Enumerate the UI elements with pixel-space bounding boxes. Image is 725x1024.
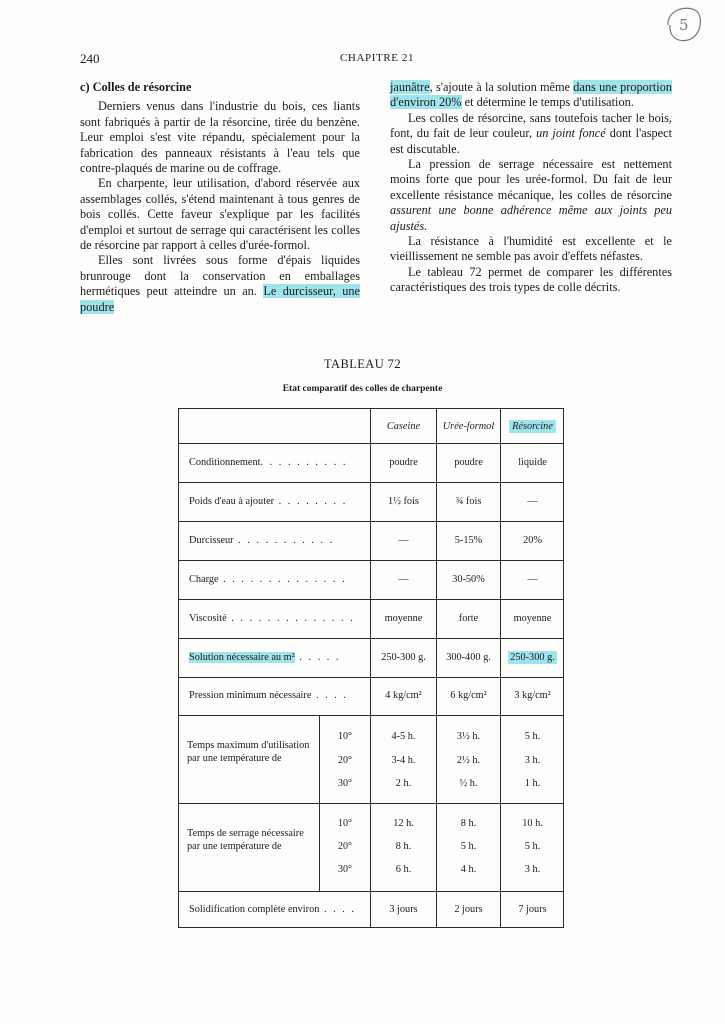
table-cell: 5 h. xyxy=(460,841,477,852)
table-cell: poudre xyxy=(454,457,483,468)
highlighted-text: jaunâtre xyxy=(390,80,430,94)
table-cell: 8 h. xyxy=(395,841,412,852)
leader-dots: . . . . . . . . . . . . . . xyxy=(226,613,355,624)
row-label-text: Solidification complète environ xyxy=(189,904,320,915)
table-cell: ¾ fois xyxy=(455,496,482,507)
paragraph-text: Elles sont livrées sous forme d'épais liquides brunrouge dont la conservation en emballages hermétiques peut atteindre un an. xyxy=(80,253,360,299)
paragraph-text: , s'ajoute à la solution même xyxy=(429,80,574,94)
table-cell: 5-15% xyxy=(454,535,483,546)
paragraph xyxy=(390,80,672,111)
leader-dots: . . . . . xyxy=(294,652,341,663)
paragraph-text: dont l'aspect est discutable. xyxy=(390,126,672,156)
handwritten-circle-mark xyxy=(662,3,706,45)
temperature-label: 10° xyxy=(338,731,352,742)
row-label xyxy=(189,652,341,663)
paragraph xyxy=(390,111,672,157)
text-column-right xyxy=(390,80,672,296)
table-cell: 3½ h. xyxy=(456,731,481,742)
row-label xyxy=(189,535,334,546)
temperature-label: 20° xyxy=(338,755,352,766)
table-cell: 2½ h. xyxy=(456,755,481,766)
table-cell: poudre xyxy=(389,457,418,468)
paragraph: Derniers venus dans l'industrie du bois, ces liants sont fabriqués à partir de la résorcine, tirée du benzène. Leur emploi s'est vite répandu, spécialement pour la fabrication des panneaux résistants à l'eau tels que contre-plaqués de marine ou de coffrage. xyxy=(80,99,360,176)
temperature-label: 10° xyxy=(338,818,352,829)
table-cell: 300-400 g. xyxy=(446,652,491,663)
row-label xyxy=(189,457,347,468)
row-label-text: Pression minimum nécessaire xyxy=(189,690,312,701)
row-label-text: Viscosité xyxy=(189,613,227,624)
table-cell: — xyxy=(398,535,409,546)
text-column-left xyxy=(80,80,360,315)
table-cell: 2 h. xyxy=(395,778,412,789)
highlighted-text: Le durcisseur, une poudre xyxy=(80,284,361,314)
table-cell: 1½ fois xyxy=(388,496,419,507)
paragraph: La résistance à l'humidité est excellente et le vieillissement ne semble pas avoir d'effets néfastes. xyxy=(390,234,672,264)
table-caption: TABLEAU 72 xyxy=(324,357,401,371)
leader-dots: . . . . . . . . . . . xyxy=(233,535,335,546)
table-cell: 5 h. xyxy=(524,731,541,742)
leader-dots: . . . . . . . . xyxy=(274,496,348,507)
table-rule xyxy=(178,677,564,678)
table-cell: 8 h. xyxy=(460,818,477,829)
highlighted-text: dans une proportion d'environ 20% xyxy=(390,80,673,110)
group-label: Temps maximum d'utilisation par une température de xyxy=(187,740,310,764)
highlighted-text: Résorcine xyxy=(509,420,556,433)
leader-dots: . . . . xyxy=(319,904,356,915)
temperature-label: 30° xyxy=(338,864,352,875)
row-label xyxy=(189,690,348,701)
table-cell: 3 h. xyxy=(524,755,541,766)
table-cell: 5 h. xyxy=(524,841,541,852)
highlighted-text: Solution nécessaire au m² xyxy=(189,652,295,663)
table-cell: 3 jours xyxy=(389,904,418,915)
group-label: Temps de serrage nécessaire par une température de xyxy=(187,828,304,852)
table-cell: ½ h. xyxy=(459,778,478,789)
temperature-label: 20° xyxy=(338,841,352,852)
table-cell: 3-4 h. xyxy=(391,755,416,766)
table-cell: liquide xyxy=(518,457,547,468)
table-cell: 4-5 h. xyxy=(391,731,416,742)
table-cell: 30-50% xyxy=(452,574,485,585)
table-cell: 12 h. xyxy=(393,818,414,829)
page-number: 240 xyxy=(80,51,100,66)
table-cell xyxy=(501,652,564,663)
table-rule xyxy=(178,521,564,522)
table-cell: forte xyxy=(458,613,479,624)
table-subtitle: Etat comparatif des colles de charpente xyxy=(282,384,443,394)
table-rule xyxy=(178,715,564,716)
table-cell: 7 jours xyxy=(518,904,547,915)
table-rule xyxy=(178,803,564,804)
paragraph: Le tableau 72 permet de comparer les différentes caractéristiques des trois types de colle décrits. xyxy=(390,264,672,295)
leader-dots: . . . . . . . . . . . . . . xyxy=(218,574,347,585)
table-rule xyxy=(178,638,564,639)
table-cell: — xyxy=(398,574,409,585)
table-cell: 3 kg/cm² xyxy=(514,690,551,701)
table-rule xyxy=(178,443,564,444)
table-cell: 4 kg/cm² xyxy=(385,690,422,701)
table-cell: 1 h. xyxy=(524,778,541,789)
table-cell: 20% xyxy=(523,535,542,546)
table-cell: — xyxy=(527,496,538,507)
highlighted-text: 250-300 g. xyxy=(510,652,555,663)
table-rule xyxy=(178,482,564,483)
column-header: Caseine xyxy=(386,421,421,432)
column-header xyxy=(501,421,564,432)
leader-dots: . . . . . . . . . . xyxy=(260,457,348,468)
row-label-text: Charge xyxy=(189,574,219,585)
leader-dots: . . . . xyxy=(311,690,348,701)
row-label xyxy=(189,496,347,507)
temperature-label: 30° xyxy=(338,778,352,789)
paragraph-text: et détermine le temps d'utilisation. xyxy=(461,95,634,110)
table-cell: 4 h. xyxy=(460,864,477,875)
row-label xyxy=(189,613,355,624)
table-cell: 250-300 g. xyxy=(381,652,426,663)
column-header: Urée-formol xyxy=(442,421,495,432)
table-cell: 6 kg/cm² xyxy=(450,690,487,701)
table-cell: 10 h. xyxy=(522,818,543,829)
section-heading: c) Colles de résorcine xyxy=(80,80,192,94)
paragraph-text: La pression de serrage nécessaire est nettement moins forte que pour les urée-formol. Du fait de leur excellente résistance mécanique, les colles de résorcine xyxy=(390,157,672,202)
svg-text:5: 5 xyxy=(679,16,689,34)
chapter-title: CHAPITRE 21 xyxy=(340,52,415,64)
row-label xyxy=(189,904,356,915)
table-cell: moyenne xyxy=(513,613,552,624)
row-label-text: Conditionnement xyxy=(189,457,261,468)
italic-text: assurent une bonne adhérence même aux joints peu ajustés. xyxy=(390,203,672,233)
paragraph xyxy=(390,157,672,234)
table-cell: 3 h. xyxy=(524,864,541,875)
paragraph-text: Les colles de résorcine, sans toutefois tacher le bois, font, du fait de leur couleur, xyxy=(390,110,672,141)
italic-text: un joint foncé xyxy=(536,126,606,141)
row-label xyxy=(189,574,347,585)
paragraph: En charpente, leur utilisation, d'abord réservée aux assemblages collés, s'étend maintenant à tous genres de bois collés. Cette faveur s'explique par les facilités d'emploi et surtout de serrage qui caractérisent les colles de résorcine par rapport à celles d'urée-formol. xyxy=(80,176,360,253)
table-cell: 2 jours xyxy=(454,904,483,915)
table-rule xyxy=(178,560,564,561)
row-label-text: Durcisseur xyxy=(189,535,234,546)
table-cell: — xyxy=(527,574,538,585)
table-cell: moyenne xyxy=(384,613,423,624)
paragraph xyxy=(80,253,360,315)
row-label-text: Poids d'eau à ajouter xyxy=(189,496,275,507)
table-rule xyxy=(178,891,564,892)
table-rule xyxy=(178,599,564,600)
table-cell: 6 h. xyxy=(395,864,412,875)
